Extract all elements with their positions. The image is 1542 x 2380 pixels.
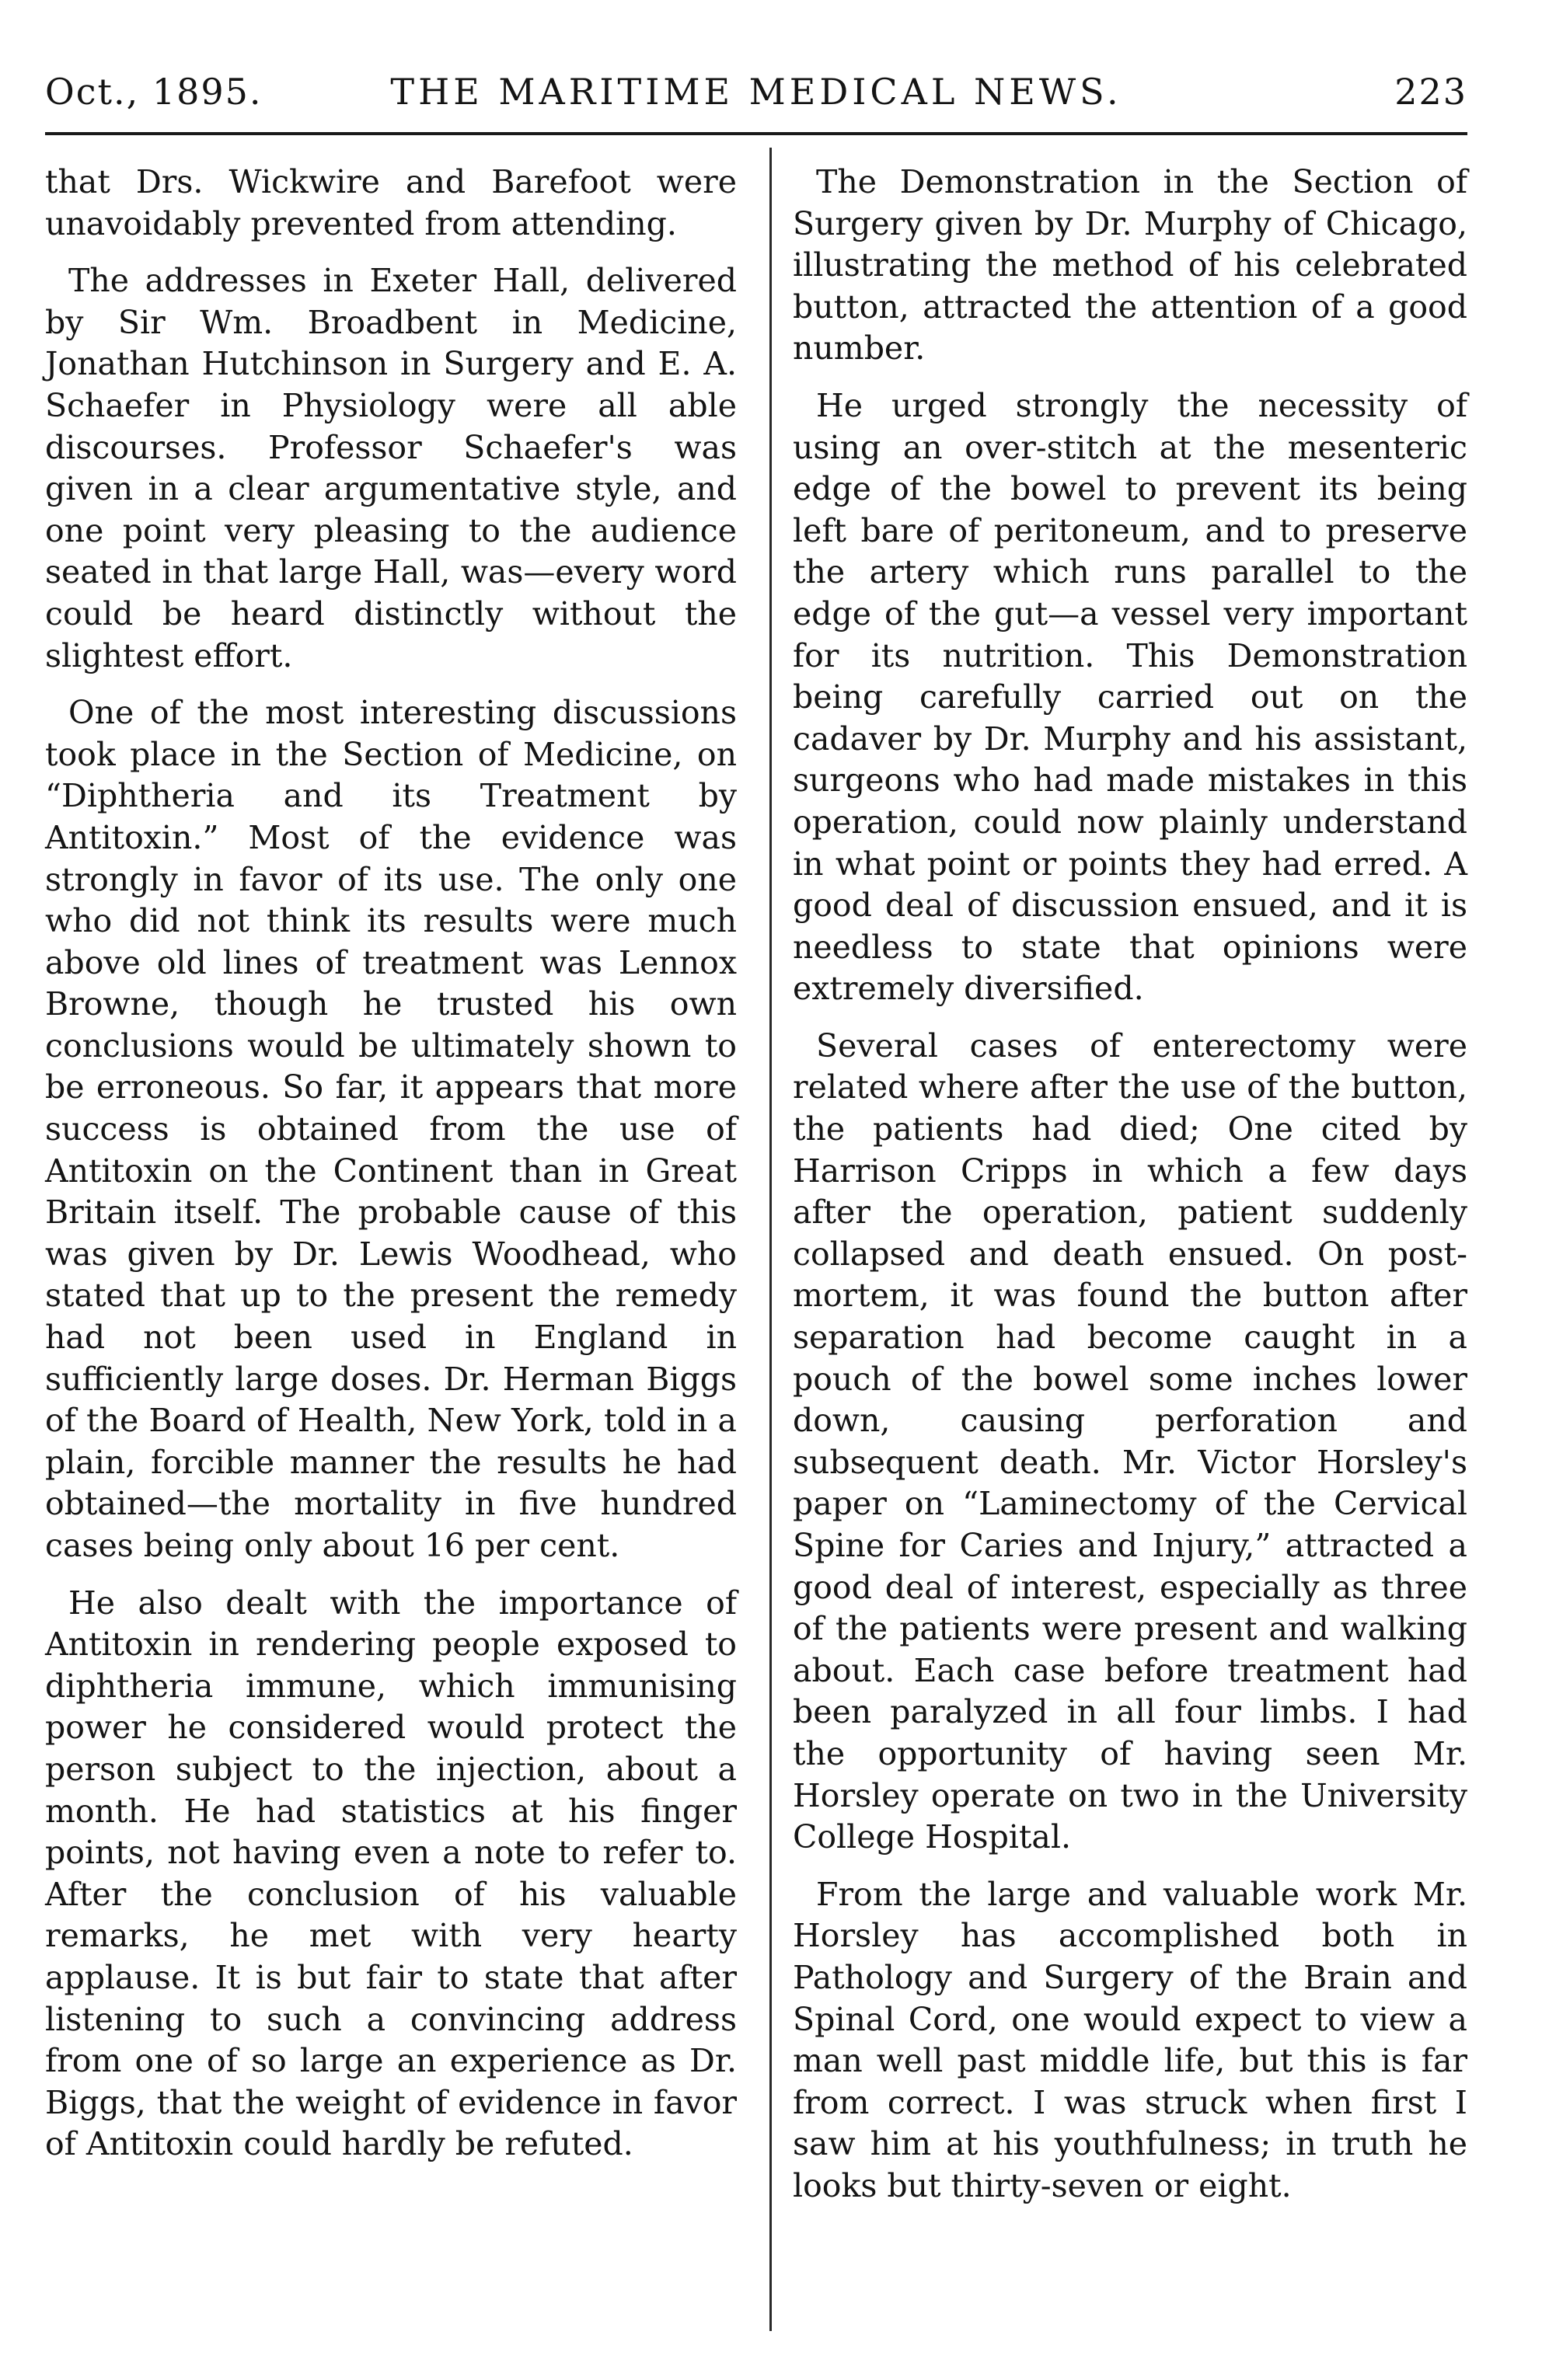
right-column (793, 162, 1467, 2223)
journal-title: THE MARITIME MEDICAL NEWS. (390, 71, 1122, 113)
header-rule (45, 132, 1467, 135)
journal-page (45, 39, 1467, 2354)
paragraph: He urged strongly the necessity of using an over-stitch at the mesenteric edge of the bowel to prevent its being left bare of peritoneum, and to preserve the artery which runs parallel to the edge of the gut—a vessel very important for its nutrition. This Demonstration being carefully carried out on the cadaver by Dr. Murphy and his assistant, surgeons who had made mistakes in this operation, could now plainly understand in what point or points they had erred. A good deal of discussion ensued, and it is needless to state that opinions were extremely diversified. (793, 386, 1467, 1008)
column-divider (769, 148, 772, 2331)
issue-date: Oct., 1895. (45, 71, 263, 113)
running-head (45, 59, 1467, 124)
paragraph: The addresses in Exeter Hall, delivered by Sir Wm. Broadbent in Medicine, Jonathan Hutchinson in Surgery and E. A. Schaefer in Physiology were all able discourses. Professor Schaefer's was given in a clear argumentative style, and one point very pleasing to the audience seated in that large Hall, was—every word could be heard distinctly without the slightest effort. (45, 262, 737, 674)
page-number: 223 (1394, 71, 1467, 113)
paragraph: He also dealt with the importance of Antitoxin in rendering people exposed to diphtheria immune, which immunising power he considered would protect the person subject to the injection, about a month. He had statistics at his finger points, not having even a note to refer to. After the conclusion of his valuable remarks, he met with very hearty applause. It is but fair to state that after listening to such a convincing address from one of so large an experience as Dr. Biggs, that the weight of evidence in favor of Antitoxin could hardly be refuted. (45, 1584, 737, 2163)
paragraph: that Drs. Wickwire and Barefoot were unavoidably prevented from attending. (45, 163, 737, 242)
paragraph: The Demonstration in the Section of Surgery given by Dr. Murphy of Chicago, illustrating the method of his celebrated button, attracted the attention of a good number. (793, 163, 1467, 368)
left-column (45, 162, 737, 2181)
paragraph: Several cases of enterectomy were related where after the use of the button, the patients had died; One cited by Harrison Cripps in which a few days after the operation, patient suddenly collapsed and death ensued. On post-mortem, it was found the button after separation had become caught in a pouch of the bowel some inches lower down, causing perforation and subsequent death. Mr. Victor Horsley's paper on “Laminectomy of the Cervical Spine for Caries and Injury,” attracted a good deal of interest, especially as three of the patients were present and walking about. Each case before treatment had been paralyzed in all four limbs. I had the opportunity of having seen Mr. Horsley operate on two in the University College Hospital. (793, 1026, 1467, 1856)
paragraph: From the large and valuable work Mr. Horsley has accomplished both in Pathology and Surgery of the Brain and Spinal Cord, one would expect to view a man well past middle life, but this is far from correct. I was struck when first I saw him at his youthfulness; in truth he looks but thirty-seven or eight. (793, 1875, 1467, 2204)
paragraph: One of the most interesting discussions took place in the Section of Medicine, on “Diphtheria and its Treatment by Antitoxin.” Most of the evidence was strongly in favor of its use. The only one who did not think its results were much above old lines of treatment was Lennox Browne, though he trusted his own conclusions would be ultimately shown to be erroneous. So far, it appears that more success is obtained from the use of Antitoxin on the Continent than in Great Britain itself. The probable cause of this was given by Dr. Lewis Woodhead, who stated that up to the present the remedy had not been used in England in sufficiently large doses. Dr. Herman Biggs of the Board of Health, New York, told in a plain, forcible manner the results he had obtained—the mortality in five hundred cases being only about 16 per cent. (45, 694, 737, 1564)
